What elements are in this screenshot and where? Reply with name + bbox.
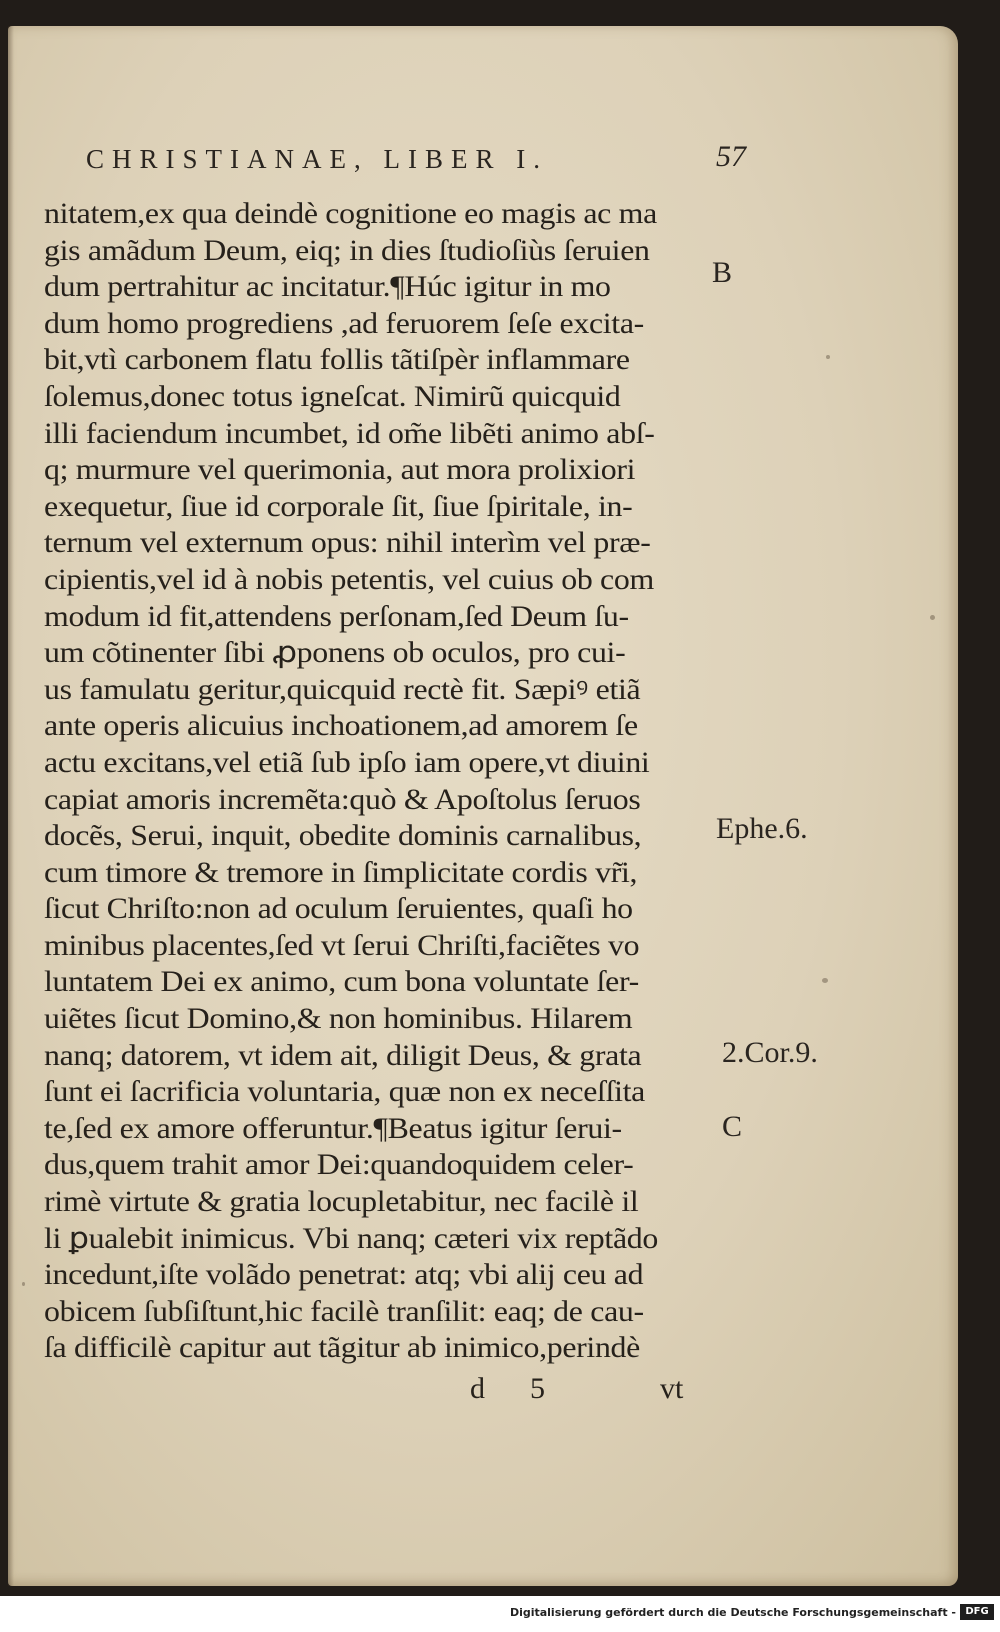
text-line: illi faciendum incumbet, id om̃e libẽti animo abſ-	[44, 417, 655, 450]
running-head-title: CHRISTIANAE, LIBER I.	[86, 144, 548, 174]
running-head	[86, 140, 746, 180]
text-line: cipientis,vel id à nobis petentis, vel cuius ob com	[44, 563, 654, 596]
text-line: gis amãdum Deum, eiq; in dies ſtudioſiùs ſeruien	[44, 234, 650, 267]
text-line: dum homo progrediens ,ad feruorem ſeſe excita-	[44, 307, 644, 340]
text-line: nitatem,ex qua deindè cognitione eo magis ac ma	[44, 198, 657, 230]
text-line: bit,vtì carbonem flatu follis tãtiſpèr inflammare	[44, 344, 630, 377]
text-line: nanq; datorem, vt idem ait, diligit Deus, & grata	[44, 1039, 642, 1072]
text-line: ternum vel externum opus: nihil interìm vel præ-	[44, 527, 651, 560]
text-line: ſolemus,donec totus igneſcat. Nimirũ quicquid	[44, 380, 621, 413]
footer-bar	[0, 1596, 1000, 1632]
margin-section-c: C	[722, 1110, 743, 1143]
text-line: exequetur, ſiue id corporale ſit, ſiue ſpiritale, in-	[44, 490, 633, 523]
text-line: ſunt ei ſacrificia voluntaria, quæ non ex neceſſita	[44, 1076, 645, 1109]
body-text	[44, 196, 724, 1367]
margin-eph-reference: Ephe.6.	[716, 812, 808, 845]
text-line: um cõtinenter ſibi ꝓponens ob oculos, pro cui-	[44, 637, 626, 670]
footer-credit: Digitalisierung gefördert durch die Deutsche Forschungsgemeinschaft -	[509, 1606, 956, 1619]
text-line: capiat amoris incremẽta:quò & Apoſtolus ſeruos	[44, 783, 641, 816]
text-line: dus,quem trahit amor Dei:quandoquidem celer-	[44, 1149, 634, 1182]
text-line: li ꝑualebit inimicus. Vbi nanq; cæteri vix reptãdo	[44, 1222, 658, 1255]
text-line: rimè virtute & gratia locupletabitur, nec facilè il	[44, 1186, 639, 1219]
signature-number: 5	[530, 1372, 545, 1405]
text-line: minibus placentes,ſed vt ſerui Chriſti,faciẽtes vo	[44, 929, 640, 962]
text-line: uiẽtes ſicut Domino,& non hominibus. Hilarem	[44, 1003, 633, 1036]
dfg-logo: DFG	[960, 1604, 994, 1620]
text-line: ſa difficilè capitur aut tãgitur ab inimico,perindè	[44, 1332, 640, 1365]
text-line: ante operis alicuius inchoationem,ad amorem ſe	[44, 710, 638, 743]
text-line: incedunt,iſte volãdo penetrat: atq; vbi alij ceu ad	[44, 1259, 644, 1292]
paper-speck	[822, 978, 828, 983]
text-line: luntatem Dei ex animo, cum bona voluntate ſer-	[44, 966, 639, 999]
text-line: docẽs, Serui, inquit, obedite dominis carnalibus,	[44, 820, 642, 853]
paper-speck	[930, 615, 935, 620]
margin-section-b: B	[712, 256, 733, 289]
text-line: dum pertrahitur ac incitatur.¶Húc igitur in mo	[44, 271, 611, 304]
text-line: ſicut Chriſto:non ad oculum ſeruientes, quaſi ho	[44, 893, 633, 926]
text-line: te,ſed ex amore offeruntur.¶Beatus igitur ſerui-	[44, 1112, 622, 1145]
paper-speck	[22, 1282, 25, 1286]
text-line: actu excitans,vel etiã ſub ipſo iam opere,vt diuini	[44, 746, 650, 779]
text-line: cum timore & tremore in ſimplicitate cordis vr̃i,	[44, 856, 638, 889]
signature-letter: d	[470, 1372, 485, 1405]
catchline	[470, 1372, 730, 1412]
catchword: vt	[660, 1372, 684, 1405]
margin-cor-reference: 2.Cor.9.	[722, 1036, 818, 1069]
text-line: obicem ſubſiſtunt,hic facilè tranſilit: eaq; de cau-	[44, 1295, 644, 1328]
text-line: q; murmure vel querimonia, aut mora prolixiori	[44, 454, 636, 487]
text-line: modum id fit,attendens perſonam,ſed Deum ſu-	[44, 600, 629, 633]
page-number: 57	[716, 140, 746, 173]
page-gutter-shadow	[8, 26, 14, 1586]
paper-speck	[826, 355, 830, 359]
text-line: us famulatu geritur,quicquid rectè fit. Sæpiꝰ etiã	[44, 673, 641, 706]
